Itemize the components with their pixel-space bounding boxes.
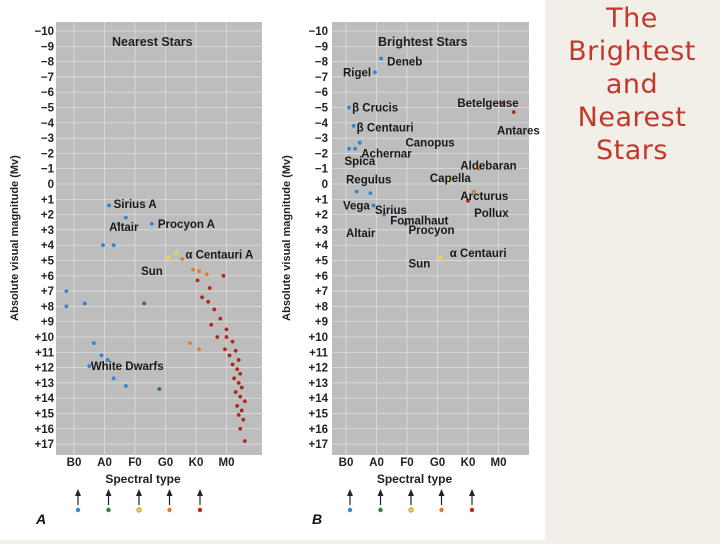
star-point [225, 335, 229, 339]
star-point [215, 335, 219, 339]
star-point [208, 286, 212, 290]
star-name-label: Altair [109, 221, 139, 234]
star-name-label: Sun [141, 266, 163, 279]
star-point [83, 301, 87, 305]
star-point [369, 191, 373, 195]
star-point [231, 340, 235, 344]
x-tick-label: F0 [128, 457, 142, 469]
arrow-color-dot [76, 508, 80, 512]
arrow-head [469, 489, 475, 496]
y-tick-label: −8 [40, 56, 54, 69]
arrow-color-dot [167, 508, 171, 512]
star-point [150, 222, 154, 226]
y-axis-label: Absolute visual magnitude (Mv) [281, 155, 293, 321]
arrow-color-dot [348, 508, 352, 512]
x-tick-label: M0 [218, 457, 235, 469]
y-tick-label: −4 [40, 117, 54, 130]
star-point [225, 327, 229, 331]
star-point [243, 399, 247, 403]
star-name-label: Betelgeuse [457, 97, 519, 110]
y-tick-label: +9 [314, 316, 328, 329]
star-name-label: Spica [344, 156, 376, 169]
star-point [167, 256, 171, 260]
y-tick-label: +1 [40, 194, 54, 207]
x-tick-label: K0 [460, 457, 476, 469]
star-point [101, 243, 105, 247]
y-tick-label: −10 [34, 26, 54, 38]
y-tick-label: +3 [314, 224, 328, 237]
y-tick-label: +4 [40, 240, 54, 253]
y-tick-label: +11 [309, 347, 328, 360]
y-axis-label: Absolute visual magnitude (Mv) [9, 155, 21, 321]
y-tick-label: −5 [314, 102, 328, 115]
y-tick-label: +14 [34, 393, 54, 406]
y-tick-label: +13 [34, 377, 54, 390]
star-name-label: β Crucis [352, 102, 399, 115]
y-tick-label: +8 [314, 301, 328, 314]
star-point [231, 363, 235, 367]
arrow-head [439, 489, 445, 496]
x-tick-label: F0 [400, 457, 414, 469]
star-point [197, 347, 201, 351]
star-name-label: α Centauri [449, 247, 507, 260]
y-tick-label: +1 [314, 194, 328, 207]
star-point [355, 190, 359, 194]
y-tick-label: +7 [40, 286, 54, 299]
star-point [112, 376, 116, 380]
star-point [238, 395, 242, 399]
star-point [240, 386, 244, 390]
chart-title: Brightest Stars [378, 35, 468, 49]
x-axis-label: Spectral type [376, 472, 453, 486]
y-tick-label: −10 [308, 26, 328, 38]
x-tick-label: K0 [188, 457, 204, 469]
star-point [222, 274, 226, 278]
slide-title-line: Stars [596, 135, 668, 166]
star-name-label: Sun [408, 258, 431, 271]
slide-title-line: The [606, 3, 658, 34]
star-point [112, 243, 116, 247]
y-tick-label: +15 [34, 408, 54, 421]
star-point [238, 427, 242, 431]
panel-label: A [36, 511, 47, 527]
star-name-label: White Dwarfs [90, 361, 164, 374]
slide-title-line: Nearest [577, 102, 687, 133]
star-point [232, 376, 236, 380]
star-point [191, 268, 195, 272]
y-tick-label: 0 [47, 179, 54, 191]
y-tick-label: −1 [314, 163, 328, 176]
y-tick-label: −2 [314, 148, 328, 161]
star-name-label: Procyon A [157, 218, 215, 231]
y-tick-label: −6 [314, 87, 328, 100]
y-tick-label: +13 [308, 377, 328, 390]
star-point [235, 367, 239, 371]
y-tick-label: +11 [35, 347, 54, 360]
y-tick-label: +5 [314, 255, 328, 268]
arrow-color-dot [409, 508, 413, 512]
x-tick-label: A0 [97, 457, 112, 469]
star-point [373, 70, 377, 74]
arrow-head [106, 489, 112, 496]
star-name-label: Achernar [361, 148, 412, 161]
arrow-color-dot [198, 508, 202, 512]
star-point [209, 323, 213, 327]
star-point [439, 256, 443, 260]
y-tick-label: +4 [314, 240, 328, 253]
star-name-label: Regulus [346, 174, 392, 187]
arrow-color-dot [106, 508, 110, 512]
star-point [92, 341, 96, 345]
star-point [124, 216, 128, 220]
star-point [243, 439, 247, 443]
star-point [206, 300, 210, 304]
y-tick-label: +9 [40, 316, 54, 329]
star-point [64, 305, 68, 309]
y-tick-label: −3 [314, 133, 328, 146]
y-tick-label: +14 [308, 393, 328, 406]
y-tick-label: +6 [40, 270, 54, 283]
star-point [223, 347, 227, 351]
star-point [234, 390, 238, 394]
star-point [238, 372, 242, 376]
star-point [353, 147, 357, 151]
star-point [358, 141, 362, 145]
star-point [200, 295, 204, 299]
y-tick-label: +15 [308, 408, 328, 421]
star-name-label: Pollux [474, 208, 509, 221]
star-name-label: Arcturus [460, 191, 509, 204]
star-name-label: α Centauri A [185, 249, 254, 262]
star-point [124, 384, 128, 388]
star-name-label: Canopus [405, 137, 455, 150]
y-tick-label: +16 [308, 423, 328, 436]
y-tick-label: +7 [314, 286, 328, 299]
star-point [107, 204, 111, 208]
arrow-head [347, 489, 353, 496]
star-name-label: Rigel [342, 67, 372, 80]
star-name-label: Procyon [408, 224, 455, 237]
y-tick-label: −4 [314, 117, 328, 130]
star-name-label: β Centauri [356, 122, 414, 135]
y-tick-label: −3 [40, 133, 54, 146]
x-tick-label: G0 [429, 457, 446, 469]
star-point [188, 341, 192, 345]
y-tick-label: +5 [40, 255, 54, 268]
arrow-head [408, 489, 414, 496]
x-tick-label: B0 [66, 457, 82, 469]
star-point [205, 272, 209, 276]
star-point [196, 278, 200, 282]
y-tick-label: +16 [34, 423, 54, 436]
star-point [219, 317, 223, 321]
arrow-color-dot [378, 508, 382, 512]
star-point [352, 124, 356, 128]
x-tick-label: B0 [338, 457, 354, 469]
star-point [347, 106, 351, 110]
star-point [379, 57, 383, 61]
star-point [237, 381, 241, 385]
y-tick-label: +6 [314, 270, 328, 283]
arrow-color-dot [470, 508, 474, 512]
arrow-head [378, 489, 384, 496]
slide-title [552, 2, 712, 167]
y-tick-label: +17 [34, 439, 54, 452]
y-tick-label: −5 [40, 102, 54, 115]
slide-title-line: and [605, 69, 659, 100]
star-point [234, 349, 238, 353]
star-name-label: Vega [342, 200, 370, 213]
arrow-head [136, 489, 142, 496]
star-point [237, 358, 241, 362]
y-tick-label: −9 [40, 41, 54, 54]
x-tick-label: A0 [369, 457, 384, 469]
y-tick-label: +10 [308, 332, 328, 344]
star-name-label: Sirius [374, 205, 407, 218]
arrow-head [75, 489, 81, 496]
x-tick-label: M0 [490, 457, 507, 469]
star-name-label: Deneb [387, 56, 423, 69]
star-point [180, 257, 184, 261]
y-tick-label: −7 [314, 71, 328, 84]
star-point [197, 269, 201, 273]
y-tick-label: −1 [40, 163, 54, 176]
star-point [347, 147, 351, 151]
star-name-label: Sirius A [113, 198, 157, 211]
y-tick-label: +17 [308, 439, 328, 452]
star-point [174, 251, 178, 255]
y-tick-label: +12 [308, 362, 328, 375]
star-point [512, 110, 516, 114]
star-point [237, 413, 241, 417]
star-name-label: Antares [496, 125, 540, 138]
arrow-color-dot [439, 508, 443, 512]
y-tick-label: −6 [40, 87, 54, 100]
star-point [64, 289, 68, 293]
star-point [228, 353, 232, 357]
y-tick-label: +3 [40, 224, 54, 237]
star-point [100, 353, 104, 357]
y-tick-label: 0 [321, 179, 328, 191]
y-tick-label: +2 [314, 209, 328, 222]
star-point [241, 418, 245, 422]
y-tick-label: +2 [40, 209, 54, 222]
arrow-color-dot [137, 508, 141, 512]
slide-title-line: Brightest [568, 36, 696, 67]
star-name-label: Capella [429, 172, 471, 185]
y-tick-label: −2 [40, 148, 54, 161]
y-tick-label: −8 [314, 56, 328, 69]
y-tick-label: −7 [40, 71, 54, 84]
arrow-head [167, 489, 173, 496]
star-point [240, 409, 244, 413]
x-axis-label: Spectral type [105, 472, 181, 486]
y-tick-label: −9 [314, 41, 328, 54]
star-name-label: Altair [346, 227, 376, 240]
chart-title: Nearest Stars [112, 35, 193, 49]
star-point [235, 404, 239, 408]
y-tick-label: +8 [40, 301, 54, 314]
arrow-head [197, 489, 203, 496]
star-name-label: Fomalhaut [390, 215, 449, 228]
y-tick-label: +10 [34, 332, 54, 344]
star-point [142, 301, 146, 305]
chart-panel-A [9, 22, 262, 527]
star-name-label: Aldebaran [460, 160, 517, 173]
star-point [212, 308, 216, 312]
panel-label: B [312, 511, 323, 527]
chart-panel-B [281, 22, 540, 527]
star-point [158, 387, 162, 391]
y-tick-label: +12 [34, 362, 54, 375]
x-tick-label: G0 [157, 457, 174, 469]
